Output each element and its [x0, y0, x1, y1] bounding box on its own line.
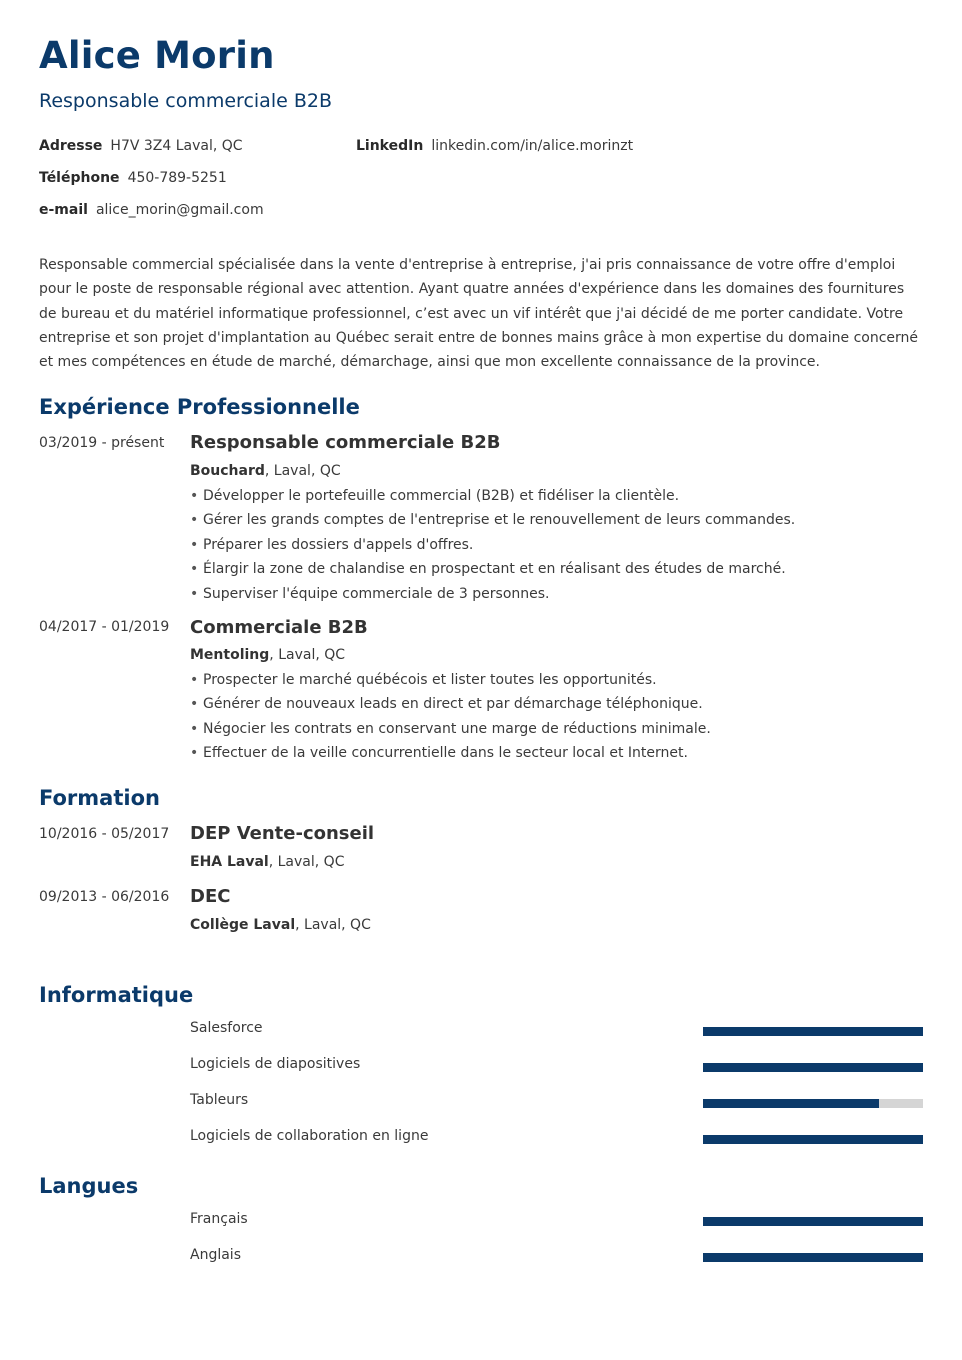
contact-linkedin-label: LinkedIn [356, 138, 424, 154]
language-label: Français [190, 1211, 248, 1227]
education-school [190, 854, 344, 870]
skill-label: Tableurs [190, 1092, 249, 1108]
skill-level-bar [703, 1099, 923, 1108]
job-dates: 04/2017 - 01/2019 [39, 619, 170, 635]
job-bullet: • Effectuer de la veille concurrentielle dans le secteur local et Internet. [190, 741, 711, 765]
job-title: Responsable commerciale B2B [190, 432, 501, 453]
job-bullet: • Développer le portefeuille commercial (B2B) et fidéliser la clientèle. [190, 484, 795, 508]
contact-email [39, 202, 264, 218]
skill-label: Logiciels de collaboration en ligne [190, 1128, 429, 1144]
contact-address [39, 138, 243, 154]
job-bullet: • Élargir la zone de chalandise en prospectant et en réalisant des études de marché. [190, 557, 795, 581]
job-company-name: Bouchard [190, 463, 265, 479]
contact-phone-value: 450-789-5251 [127, 170, 227, 186]
experience-heading: Expérience Professionnelle [39, 395, 360, 419]
contact-address-label: Adresse [39, 138, 103, 154]
candidate-title: Responsable commerciale B2B [39, 90, 332, 112]
skill-level-bar [703, 1135, 923, 1144]
job-company-name: Mentoling [190, 647, 270, 663]
skill-level-bar [703, 1063, 923, 1072]
contact-address-value: H7V 3Z4 Laval, QC [110, 138, 243, 154]
education-dates: 10/2016 - 05/2017 [39, 826, 170, 842]
languages-heading: Langues [39, 1174, 139, 1198]
job-bullet: • Négocier les contrats en conservant une marge de réductions minimale. [190, 717, 711, 741]
profile-summary: Responsable commercial spécialisée dans la vente d'entreprise à entreprise, j'ai pris connaissance de votre offre d'emploi pour le poste de responsable régional avec attention. Ayant quatre années d'expérience dans les domaines des fournitures de bureau et du matériel informatique professionnel, c’est avec un vif intérêt que j'ai décidé de me porter candidate. Votre entreprise et son projet d'implantation au Québec serait entre de bonnes mains grâce à mon expertise du domaine concerné et mes compétences en étude de marché, démarchage, ainsi que mon excellente connaissance de la province. [39, 257, 919, 371]
language-level-bar [703, 1253, 923, 1262]
skill-label: Logiciels de diapositives [190, 1056, 361, 1072]
skill-level-fill [703, 1135, 923, 1144]
education-school-name: EHA Laval [190, 854, 269, 870]
language-level-bar [703, 1217, 923, 1226]
language-label: Anglais [190, 1247, 241, 1263]
language-level-fill [703, 1253, 923, 1262]
contact-phone-label: Téléphone [39, 170, 120, 186]
contact-email-label: e-mail [39, 202, 88, 218]
education-heading: Formation [39, 786, 160, 810]
education-school-location: , Laval, QC [295, 917, 371, 933]
job-bullet: • Superviser l'équipe commerciale de 3 personnes. [190, 582, 795, 606]
contact-linkedin-value[interactable]: linkedin.com/in/alice.morinzt [431, 138, 634, 154]
job-bullet: • Préparer les dossiers d'appels d'offres. [190, 533, 795, 557]
skill-label: Salesforce [190, 1020, 263, 1036]
job-company-location: , Laval, QC [264, 463, 341, 479]
job-bullet-list [190, 484, 795, 606]
contact-phone [39, 170, 227, 186]
job-title: Commerciale B2B [190, 617, 368, 638]
contact-linkedin [356, 138, 633, 154]
education-school-name: Collège Laval [190, 917, 296, 933]
job-bullet: • Prospecter le marché québécois et lister toutes les opportunités. [190, 668, 711, 692]
skill-level-bar [703, 1027, 923, 1036]
job-bullet-list [190, 668, 711, 766]
job-company [190, 463, 341, 479]
skill-level-fill [703, 1099, 879, 1108]
skill-level-fill [703, 1063, 923, 1072]
education-school [190, 917, 371, 933]
education-title: DEP Vente-conseil [190, 823, 375, 844]
job-bullet: • Générer de nouveaux leads en direct et par démarchage téléphonique. [190, 692, 711, 716]
education-dates: 09/2013 - 06/2016 [39, 889, 170, 905]
skill-level-fill [703, 1027, 923, 1036]
candidate-name: Alice Morin [39, 34, 275, 77]
contact-email-value[interactable]: alice_morin@gmail.com [95, 202, 264, 218]
job-dates: 03/2019 - présent [39, 435, 165, 451]
education-title: DEC [190, 886, 231, 907]
education-school-location: , Laval, QC [268, 854, 345, 870]
job-bullet: • Gérer les grands comptes de l'entreprise et le renouvellement de leurs commandes. [190, 508, 795, 532]
language-level-fill [703, 1217, 923, 1226]
computing-heading: Informatique [39, 983, 194, 1007]
job-company-location: , Laval, QC [269, 647, 346, 663]
job-company [190, 647, 345, 663]
